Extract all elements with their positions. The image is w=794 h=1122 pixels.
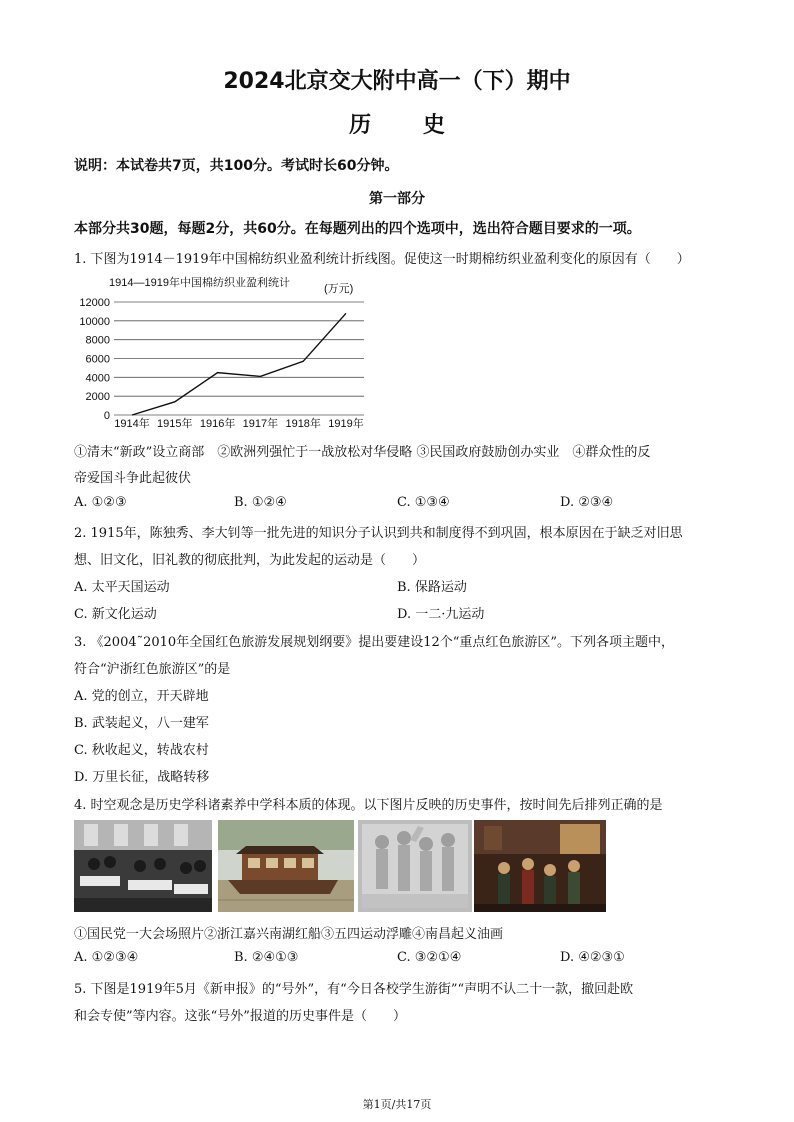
x-tick-label: 1914年: [114, 418, 150, 430]
q2-option-d[interactable]: D. 一二·九运动: [397, 607, 485, 622]
x-tick-label: 1917年: [242, 418, 279, 430]
chart-y-ticks: [79, 297, 110, 422]
chart-grid: [114, 302, 364, 415]
q4-option-c[interactable]: C. ③②①④: [397, 950, 462, 965]
page-footer: 第1页/共17页: [362, 1098, 432, 1111]
chart-title: 1914—1919年中国棉纺织业盈利统计: [109, 277, 290, 289]
photo-red-boat: [218, 820, 354, 912]
q4-photo-strip: [74, 820, 606, 912]
y-tick-label: 0: [103, 410, 110, 422]
q2-option-b[interactable]: B. 保路运动: [397, 580, 467, 595]
q2-option-a[interactable]: A. 太平天国运动: [74, 580, 170, 595]
q3-option-c[interactable]: C. 秋收起义，转战农村: [74, 743, 209, 758]
q2-option-c[interactable]: C. 新文化运动: [74, 607, 157, 622]
y-tick-label: 2000: [85, 391, 110, 404]
chart-unit: (万元): [324, 283, 354, 295]
q1-stem: 1. 下图为1914－1919年中国棉纺织业盈利统计折线图。促使这一时期棉纺织业盈利变化的原因有（ ）: [74, 252, 690, 267]
photo-congress-hall: [74, 820, 212, 912]
section-title: 第一部分: [369, 191, 425, 207]
x-tick-label: 1918年: [285, 418, 321, 430]
q1-statements-line2: 帝爱国斗争此起彼伏: [74, 471, 192, 486]
q3-option-d[interactable]: D. 万里长征，战略转移: [74, 770, 210, 785]
x-tick-label: 1919年: [328, 418, 364, 430]
chart-x-ticks: [114, 416, 363, 430]
q2-stem-line2: 想、旧文化，旧礼教的彻底批判，为此发起的运动是（ ）: [74, 553, 426, 568]
x-tick-label: 1916年: [199, 418, 236, 430]
y-tick-label: 8000: [85, 334, 110, 347]
q3-option-a[interactable]: A. 党的创立，开天辟地: [74, 689, 209, 704]
q1-option-b[interactable]: B. ①②④: [234, 495, 287, 510]
section-description: 本部分共30题，每题2分，共60分。在每题列出的四个选项中，选出符合题目要求的一项。: [74, 221, 641, 237]
q3-stem-line2: 符合“沪浙红色旅游区”的是: [74, 662, 231, 677]
q1-option-d[interactable]: D. ②③④: [560, 495, 614, 510]
q5-stem-line1: 5. 下图是1919年5月《新申报》的“号外”，有“今日各校学生游街”“声明不认二十一款，撤回赴欧: [74, 982, 634, 997]
profit-line-chart: [74, 270, 374, 430]
q2-stem-line1: 2. 1915年，陈独秀、李大钊等一批先进的知识分子认识到共和制度得不到巩固，根本原因在于缺乏对旧思: [74, 526, 683, 541]
chart-series-line: [132, 313, 346, 415]
q1-option-a[interactable]: A. ①②③: [74, 495, 127, 510]
photo-relief-sculpture: [358, 820, 472, 912]
q5-stem-line2: 和会专使”等内容。这张“号外”报道的历史事件是（ ）: [74, 1009, 406, 1024]
x-tick-label: 1915年: [157, 418, 193, 430]
exam-title: 2024北京交大附中高一（下）期中: [223, 69, 571, 94]
subject-title: 历 史: [349, 113, 467, 138]
q4-option-b[interactable]: B. ②④①③: [234, 950, 299, 965]
q3-stem-line1: 3. 《2004˜2010年全国红色旅游发展规划纲要》提出要建设12个“重点红色旅游区”。下列各项主题中，: [74, 635, 675, 650]
y-tick-label: 4000: [85, 372, 110, 385]
y-tick-label: 6000: [85, 353, 110, 366]
y-tick-label: 10000: [79, 315, 110, 328]
q1-statements-line1: ①清末“新政”设立商部 ②欧洲列强忙于一战放松对华侵略 ③民国政府鼓励创办实业 ④群众性的反: [74, 445, 651, 460]
q4-option-d[interactable]: D. ④②③①: [560, 950, 625, 965]
y-tick-label: 12000: [79, 297, 110, 309]
instructions: 说明：本试卷共7页，共100分。考试时长60分钟。: [74, 158, 399, 174]
photo-oil-painting: [474, 820, 606, 912]
q4-captions: ①国民党一大会场照片②浙江嘉兴南湖红船③五四运动浮雕④南昌起义油画: [74, 927, 504, 942]
q4-stem: 4. 时空观念是历史学科诸素养中学科本质的体现。以下图片反映的历史事件，按时间先后排列正确的是: [74, 798, 663, 813]
q1-option-c[interactable]: C. ①③④: [397, 495, 450, 510]
q4-option-a[interactable]: A. ①②③④: [74, 950, 139, 965]
q3-option-b[interactable]: B. 武装起义，八一建军: [74, 716, 209, 731]
